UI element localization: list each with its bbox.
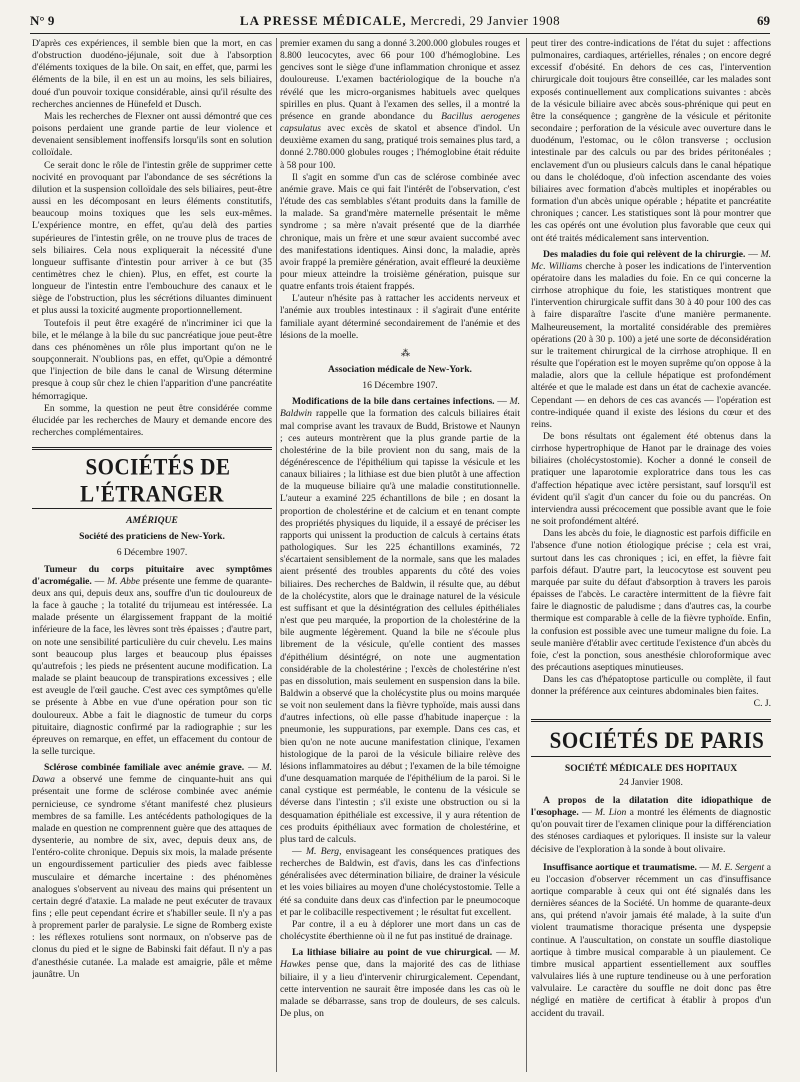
article-title: Des maladies du foie qui relèvent de la chirurgie. [543, 248, 746, 260]
masthead [30, 10, 770, 32]
article: Modifications de la bile dans certaines infections. — M. Baldwin rappelle que la formation des calculs biliaires était mal comprise avant les travaux de Budd, Bristowe et Naunyn ; ces auteurs montrèrent que la plus grande partie de la cholestérine de la bile provient non du sang, mais de la dégénérescence de l'épithélium qui tapisse la vésicule et les canaux biliaires ; la lithiase est due bien plutôt à une affection de la muqueuse biliaire qu'à une maladie constitutionnelle. L'auteur a examiné 225 échantillons de bile ; en dosant la proportion de cholestérine et de calcium et en tenant compte des propriétés physiques du liquide, il a essayé de préciser les rapports qui unissent la production de calculs à certains états pathologiques. Sur les 225 échantillons examinés, 72 s'écartaient sensiblement de la normale, sans que les malades aient présenté des troubles apparents du côté des voies biliaires. Des recherches de Baldwin, il résulte que, au début de la cholécystite, alors que le drainage naturel de la vésicule est suffisant et que la désintégration des cellules épithéliales n'est que peu marquée, la proportion de la cholestérine de la bile augmente légèrement. Quand la bile ne s'écoule plus librement de la vésicule, qu'elle contient des masses d'épithélium désintégré, on note une augmentation considérable de la cholestérine ; l'excès de cholestérine n'est pas en dissolution, mais seulement en suspension dans la bile. Baldwin a observé que la cholécystite plus ou moins marquée se voit non seulement dans la fièvre typhoïde, mais aussi dans d'autres infections, où elle passe d'habitude inaperçue : la pneumonie, les suppurations, par exemple. Dans ces cas, et bien qu'on ne note aucune manifestation clinique, l'examen histologique de la paroi de la vésicule biliaire relève des lésions inflammatoires au début ; l'examen de la bile témoigne d'une desquamation marquée de l'épithélium de la paroi. Si le canal cystique est perméable, le contenu de la vésicule se déverse dans l'intestin ; s'il existe une obstruction ou si la desquamation épithéliale est excessive, il y aura rétention de ces produits épithéliaux avec formation de cholestérine, et plus tard de calculs. [280, 396, 520, 845]
article-title: Insuffisance aortique et traumatisme. [543, 861, 697, 873]
author-signature: C. J. [753, 698, 771, 710]
article: Insuffisance aortique et traumatisme. — M. E. Sergent a eu l'occasion d'observer récemment un cas d'insuffisance aortique comparable à ceux qui ont été signalés dans les dernières séances de la Société. Un homme de quarante-deux ans, qui prétend n'avoir jamais été malade, à la suite d'un violent traumatisme thoracique présenta une dyspepsie continue. A l'auscultation, on constate un souffle diastolique aortique à timbre musical comparable à un piaulement. Ce timbre musical appartient essentiellement aux souffles valvulaires liés à une rupture tendineuse ou à une perforation valvulaire. Le caractère du souffle ne doit donc pas être négligé en matière de certificat à établir à propos d'un accident du travail. [531, 861, 771, 1019]
column-divider [526, 38, 527, 1072]
article-author: M. E. Sergent [711, 861, 765, 873]
column-divider [276, 38, 277, 1072]
section-ornament: ⁂ [401, 347, 411, 358]
paragraph: Toutefois il peut être exagéré de n'incriminer ici que la bile, et le mélange à la bile du suc pancréatique joue peut-être dans ces phénomènes un rôle plus important qu'on ne le soupçonnerait. N'oublions pas, en effet, qu'Opie a démontré que l'injection de bile dans le canal de Wirsung détermine presque à coup sûr chez le chien l'apparition d'une pancréatite hémorragique. [32, 317, 272, 402]
society-name: SOCIÉTÉ MÉDICALE DES HOPITAUX [564, 762, 738, 774]
article-body: pense que, dans la majorité des cas de lithiase biliaire, il y a lieu d'intervenir chirurgicalement. Cependant, cette intervention ne saurait être imposée dans les cas où le malade se débarrasse, sans trop de douleurs, de ses calculs. De plus, on [280, 959, 520, 1020]
article-title: Modifications de la bile dans certaines infections. [292, 396, 495, 408]
issue-number: N° 9 [30, 13, 55, 28]
paragraph: Dans les abcès du foie, le diagnostic est parfois difficile en l'absence d'une notion étiologique précise ; cela est vrai, surtout dans les cas chroniques ; ici, en effet, la fièvre fait parfois défaut. D'autre part, la leucocytose est souvent peu marquée par suite du défaut d'absorption à travers les parois épaisses de l'abcès. Le caractère intermittent de la fièvre fait faire le diagnostic de paludisme ; dans d'autres cas, la courbe thermique est comparable à celle de la fièvre typhoïde. Enfin, la confusion est possible avec une tumeur maligne du foie. La seule manière d'établir avec certitude l'existence d'un abcès du foie, c'est la ponction, sous anesthésie chloroformique avec des précautions aseptiques minutieuses. [531, 528, 771, 673]
article-author: M. Berg [305, 846, 340, 857]
article-body: a montré les éléments de diagnostic qu'on pouvait tirer de l'examen clinique pour la différenciation des sténoses cardiaques et pyloriques. Il insiste sur la valeur décisive de l'exploration à la sonde à bout olivaire. [531, 807, 771, 855]
column-3 [531, 38, 771, 1074]
section-title: SOCIÉTÉS DE L'ÉTRANGER [80, 453, 231, 508]
article-body: a eu l'occasion d'observer récemment un cas d'insuffisance aortique comparable à ceux qui ont été signalés dans les dernières séances de la Société. Un homme de quarante-deux ans, qui prétend n'avoir jamais été malade, à la suite d'un violent traumatisme thoracique présenta une dyspepsie continue. A l'auscultation, on constate un souffle diastolique aortique à timbre musical comparable à un piaulement. Ce timbre musical appartient essentiellement aux souffles valvulaires liés à une rupture tendineuse ou à une perforation valvulaire. Le caractère du souffle ne doit donc pas être négligé en matière de certificat à établir à propos d'un accident du travail. [531, 861, 771, 1019]
paragraph: L'auteur n'hésite pas à rattacher les accidents nerveux et l'anémie aux troubles intestinaux : il s'agirait d'une entérite familiale ayant déterminé secondairement de l'anémie et des lésions de la moelle. [280, 293, 520, 341]
article-title: Sclérose combinée familiale avec anémie grave. [44, 762, 245, 774]
article-title: A propos de la dilatation dite idiopathique de l'œsophage. [531, 794, 771, 819]
session-date: 6 Décembre 1907. [116, 547, 188, 559]
header-rule [30, 33, 770, 34]
article: A propos de la dilatation dite idiopathique de l'œsophage. — M. Lion a montré les éléments de diagnostic qu'on pouvait tirer de l'examen clinique pour la différenciation des sténoses cardiaques et pyloriques. Il insiste sur la valeur décisive de l'exploration à la sonde à bout olivaire. [531, 794, 771, 855]
paragraph: Par contre, il a eu à déplorer une mort dans un cas de cholécystite éberthienne où il ne fut pas institué de drainage. [280, 918, 520, 943]
society-name: Association médicale de New-York. [328, 363, 472, 375]
paragraph: peut tirer des contre-indications de l'état du sujet : affections pulmonaires, cardiaques, artérielles, rénales ; on encore degré excessif d'obésité. En dehors de ces cas, l'intervention chirurgicale doit toujours être conseillée, car les malades sont exposés continuellement aux complications suivantes : abcès de la vésicule biliaire avec abcès sous-phrénique qui peut en être la conséquence ; gangrène de la vésicule et péritonite secondaire ; perforation de la vésicule avec ouverture dans le duodénum, l'estomac, ou le côlon transverse ; occlusion intestinale par des calculs ou par des brides péritonéales ; enclavement d'un ou plusieurs calculs dans le canal hépatique ou dans le cholédoque, d'où infection ascendante des voies biliaires avec formation d'abcès multiples et inopérables ou formation d'un abcès unique opérable ; hépatite et pancréatite chroniques ; cancer. Les statistiques sont là pour montrer que les cas opérés ont une évolution plus favorable que ceux qui ont été traités médicalement sans intervention. [531, 38, 771, 244]
journal-title: LA PRESSE MÉDICALE, [239, 13, 407, 28]
article-body: rappelle que la formation des calculs biliaires était mal comprise avant les travaux de Budd, Bristowe et Naunyn ; ces auteurs montrèrent que la plus grande partie de la cholestérine de la bile provient non du sang, mais de la dégénérescence de l'épithélium qui tapisse la vésicule et les canaux biliaires ; la lithiase est due bien plutôt à une affection de la muqueuse biliaire qu'à une maladie constitutionnelle. L'auteur a examiné 225 échantillons de bile ; en dosant la proportion de cholestérine et de calcium et en tenant compte des propriétés physiques du liquide, il a essayé de préciser les rapports qui unissent la production de calculs à certains états pathologiques. Sur les 225 échantillons examinés, 72 s'écartaient sensiblement de la normale, sans que les malades aient présenté des troubles apparents du côté des voies biliaires. Des recherches de Baldwin, il résulte que, au début de la cholécystite, alors que le drainage naturel de la vésicule est suffisant et que la désintégration des cellules épithéliales n'est que peu marquée, la proportion de la cholestérine de la bile augmente légèrement. Quand la bile ne s'écoule plus librement de la vésicule, qu'elle contient des masses d'épithélium désintégré, on note une augmentation considérable de la cholestérine ; l'excès de cholestérine n'est pas en dissolution, mais seulement en suspension dans la bile. Baldwin a observé que la cholécystite plus ou moins marquée se voit non seulement dans la fièvre typhoïde, mais aussi dans d'autres infections, où elle passe d'habitude inaperçue : la pneumonie, les suppurations, par exemple. Dans ces cas, et bien qu'on ne note aucune manifestation clinique, l'examen histologique de la paroi de la vésicule biliaire relève des lésions inflammatoires au début ; l'examen de la bile témoigne d'une desquamation marquée de l'épithélium de la paroi. Si le canal cystique est perméable, le contenu de la vésicule se déverse dans l'intestin ; s'il existe une obstruction ou si la desquamation épithéliale est excessive, il y aura rétention de ces produits épithéliaux avec formation de cholestérine, et plus tard de calculs. [280, 408, 520, 845]
column-2 [280, 38, 520, 1074]
article-author: M. Abbe [107, 575, 140, 587]
text-run: avec excès de skatol et absence d'indol. Un deuxième examen du sang, pratiqué trois semaines plus tard, a donné 2.780.000 globules rouges ; l'hémoglobine était réduite à 58 pour 100. [280, 123, 520, 171]
paragraph: D'après ces expériences, il semble bien que la mort, en cas d'obstruction duodéno-jéjunale, soit due à l'absorption d'éléments toxiques de la bile. On sait, en effet, que, parmi les éléments de la bile, il en est un au moins, les sels biliaires, doué d'un pouvoir toxique considérable, ainsi qu'il résulte des recherches anciennes de Hünefeld et Dusch. [32, 38, 272, 110]
region-heading: AMÉRIQUE [126, 515, 178, 527]
article-body: , envisageant les conséquences pratiques des recherches de Baldwin, est d'avis, dans les cas d'infections généralisées avec détermination biliaire, de drainer la vésicule et les voies biliaires au moyen d'une cholécystostomie. Telle a été sa conduite dans deux cas d'infection par le pneumocoque et par le colibacille respectivement ; le résultat fut excellent. [280, 846, 520, 918]
page-number: 69 [757, 13, 770, 28]
article-author: M. Hawkes [280, 947, 520, 971]
society-name: Société des praticiens de New-York. [79, 531, 225, 543]
column-1 [32, 38, 272, 1074]
article: La lithiase biliaire au point de vue chirurgical. — M. Hawkes pense que, dans la majorité des cas de lithiase biliaire, il y a lieu d'intervenir chirurgicalement. Cependant, cette intervention ne saurait être imposée dans les cas où le malade se débarrasse, sans trop de douleurs, de ses calculs. De plus, on [280, 947, 520, 1020]
article-author: M. Lion [594, 807, 627, 819]
session-date: 16 Décembre 1907. [362, 380, 438, 392]
article-title: Tumeur du corps pituitaire avec symptômes d'acromégalie. [32, 563, 272, 587]
article: Des maladies du foie qui relèvent de la chirurgie. — M. Mc. Williams cherche à poser les indications de l'intervention opératoire dans les maladies du foie. En ce qui concerne la cirrhose atrophique du foie, les statistiques montrent que l'intervention chirurgicale suffit dans 30 à 40 pour 100 des cas à faire disparaître l'ascite d'une manière permanente. Malheureusement, la mortalité considérable des premières opérations (20 à 30 p. 100) a jeté une sorte de déconsidération sur le traitement chirurgical de la cirrhose atrophique. Il en résulte que l'opération est le moyen suprême qu'on oppose à la maladie, alors que la cellule hépatique est profondément altérée et que le malade est dans un état de cachexie avancée. Cependant — en dehors de ces cas avancés — l'opération est contre-indiquée quand il existe des lésions du cœur et des reins. [531, 248, 771, 430]
issue-date: Mercredi, 29 Janvier 1908 [410, 13, 561, 28]
page-header [30, 10, 770, 34]
paragraph: — M. Berg, envisageant les conséquences pratiques des recherches de Baldwin, est d'avis, dans les cas d'infections généralisées avec détermination biliaire, de drainer la vésicule et les voies biliaires au moyen d'une cholécystostomie. Telle a été sa conduite dans deux cas d'infection par le pneumocoque et par le colibacille respectivement ; le résultat fut excellent. [280, 846, 520, 918]
article-title: La lithiase biliaire au point de vue chirurgical. [292, 947, 493, 959]
article-body: cherche à poser les indications de l'intervention opératoire dans les maladies du foie. En ce qui concerne la cirrhose atrophique du foie, les statistiques montrent que l'intervention chirurgicale suffit dans 30 à 40 pour 100 des cas à faire disparaître l'ascite d'une manière permanente. Malheureusement, la mortalité considérable des premières opérations (20 à 30 p. 100) a jeté une sorte de déconsidération sur le traitement chirurgical de la cirrhose atrophique. Il en résulte que l'opération est le moyen suprême qu'on oppose à la maladie, alors que la cellule hépatique est profondément altérée et que le malade est dans un état de cachexie avancée. Cependant — en dehors de ces cas avancés — l'opération est contre-indiquée quand il existe des lésions du cœur et des reins. [531, 260, 771, 430]
article-author: M. Mc. Williams [531, 248, 771, 272]
paragraph: En somme, la question ne peut être considérée comme élucidée par les recherches de Maury et demande encore des recherches complémentaires. [32, 402, 272, 438]
article-author: M. Dawa [32, 762, 272, 786]
article-author: M. Baldwin [280, 396, 520, 420]
text-run: premier examen du sang a donné 3.200.000 globules rouges et 8.800 leucocytes, avec 66 pour 100 d'hémoglobine. Les gencives sont le siège d'une inflammation chronique et assez douloureuse. L'examen bactériologique de la bouche n'a révélé que les micro-organismes habituels avec quelques spirilles en plus. Quant à l'examen des selles, il a montré la présence en grande abondance du [280, 38, 520, 122]
bacterium-name: Bacillus aerogenes capsulatus [280, 110, 520, 135]
paragraph: Dans les cas d'hépatoptose particulle ou complète, il faut donner la préférence aux ceintures abdominales bien faites. [531, 674, 771, 698]
paragraph: Mais les recherches de Flexner ont aussi démontré que ces poisons perdaient une grande partie de leur violence et devenaient sensiblement inoffensifs lorsqu'ils sont en solution colloïdale. [32, 110, 272, 159]
article: Sclérose combinée familiale avec anémie grave. — M. Dawa a observé une femme de cinquante-huit ans qui présentait une forme de sclérose combinée avec anémie pernicieuse, ce syndrome s'étant manifesté chez plusieurs membres de sa famille. Les antécédents pathologiques de la malade en question ne comprennent guère que des attaques de dysenterie, au nombre de six, avec, depuis deux ans, de l'entéro-colite chronique. Depuis six mois, la malade présente un engourdissement particulier des pieds avec faiblesse musculaire et démarche incertaine : des phénomènes analogues s'observent au niveau des mains qui présentent un certain degré d'ataxie. La malade ne peut exécuter de travaux fins ; elle peut cependant écrire et s'habiller seule. Il n'y a pas à proprement parler de paralysie. Le signe de Romberg existe : les réflexes rotuliens sont normaux, on n'observe pas de clonus du pied et le signe de Babinski fait défaut. Il n'y a pas d'anesthésie cutanée. La malade est amaigrie, pâle et même jaunâtre. Un [32, 762, 272, 980]
paragraph: Ce serait donc le rôle de l'intestin grêle de supprimer cette nocivité en provoquant par l'abondance de ses sécrétions la dilution et la suspension colloïdale des sels biliaires, peut-être aussi en les décomposant en leurs éléments constitutifs, beaucoup moins toxiques que les sels eux-mêmes. L'expérience montre, en effet, qu'au delà des parties supérieures de l'intestin grêle, on ne trouve plus de traces de sels biliaires. Cela nous expliquerait la nécessité d'une longueur suffisante d'intestin pour arriver à ce but (35 centimètres chez le chien). Plus, en effet, est courte la longueur de l'intestin entre l'embouchure des canaux et le siège de l'obstruction, plus les sécrétions diluantes diminuent et plus aussi la toxicité augmente proportionnellement. [32, 159, 272, 317]
article: Tumeur du corps pituitaire avec symptômes d'acromégalie. — M. Abbe présente une femme de quarante-deux ans qui, depuis deux ans, souffre d'un tic douloureux de la face à gauche ; la totalité du trijumeau est intéressée. La malade présente un élargissement frappant de la moitié inférieure de la face, les lèvres sont très épaisses ; d'autre part, on note une sensibilité particulière du cuir chevelu. Les mains sont beaucoup plus larges et beaucoup plus épaisses qu'autrefois ; les pieds ne présentent aucune modification. La malade se plaint beaucoup de transpirations excessives ; elle est aveugle de l'œil gauche. C'est avec ces symptômes qu'elle se présente à Abbe en vue d'une opération pour son tic douloureux. Abbe a fait le diagnostic de tumeur du corps pituitaire, diagnostic confirmé par la radiographie ; sur les épreuves on remarque, en effet, un effacement du contour de la selle turcique. [32, 563, 272, 757]
paragraph: Il s'agit en somme d'un cas de sclérose combinée avec anémie grave. Mais ce qui fait l'intérêt de l'observation, c'est l'étude des cas semblables s'étant produits dans la famille de la malade. Sa grand'mère maternelle présentait le même syndrome ; sa mère n'avait présenté que de la diarrhée chronique, mais un frère et une sœur avaient succombé avec des manifestations identiques. Ainsi donc, la maladie, après avoir frappé la première génération, avait effleuré la deuxième pour mieux atteindre la troisième génération, puisque sur quatre enfants trois étaient frappés. [280, 171, 520, 293]
article-body: présente une femme de quarante-deux ans qui, depuis deux ans, souffre d'un tic douloureux de la face à gauche ; la totalité du trijumeau est intéressée. La malade présente un élargissement frappant de la moitié inférieure de la face, les lèvres sont très épaisses ; d'autre part, on note une sensibilité particulière du cuir chevelu. Les mains sont beaucoup plus larges et beaucoup plus épaisses qu'autrefois ; les pieds ne présentent aucune modification. La malade se plaint beaucoup de transpirations excessives ; elle est aveugle de l'œil gauche. C'est avec ces symptômes qu'elle se présente à Abbe en vue d'une opération pour son tic douloureux. Abbe a fait le diagnostic de tumeur du corps pituitaire, diagnostic confirmé par la radiographie ; sur les épreuves on remarque, en effet, un effacement du contour de la selle turcique. [32, 575, 272, 757]
section-title: SOCIÉTÉS DE PARIS [549, 726, 765, 754]
article-body: a observé une femme de cinquante-huit ans qui présentait une forme de sclérose combinée avec anémie pernicieuse, ce syndrome s'étant manifesté chez plusieurs membres de sa famille. Les antécédents pathologiques de la malade en question ne comprennent guère que des attaques de dysenterie, au nombre de six, avec, depuis deux ans, de l'entéro-colite chronique. Depuis six mois, la malade présente un engourdissement particulier des pieds avec faiblesse musculaire et démarche incertaine : des phénomènes analogues s'observent au niveau des mains qui présentent un certain degré d'ataxie. La malade ne peut exécuter de travaux fins ; elle peut cependant écrire et s'habiller seule. Il n'y a pas à proprement parler de paralysie. Le signe de Romberg existe : les réflexes rotuliens sont normaux, on n'observe pas de clonus du pied et le signe de Babinski fait défaut. Il n'y a pas d'anesthésie cutanée. La malade est amaigrie, pâle et même jaunâtre. Un [32, 774, 272, 980]
paragraph: De bons résultats ont également été obtenus dans la cirrhose hypertrophique de Hanot par le drainage des voies biliaires (cholécystostomie). Kocher a donné le conseil de pratiquer une laparotomie exploratrice dans tous les cas d'affection hépatique avec ictère persistant, sauf lorsqu'il est évident qu'il s'agit d'un cancer du foie ou du pancréas. On interviendra aussi précocement que possible avant que le foie ne soit profondément altéré. [531, 431, 771, 528]
session-date: 24 Janvier 1908. [619, 776, 683, 788]
paragraph [280, 38, 520, 172]
